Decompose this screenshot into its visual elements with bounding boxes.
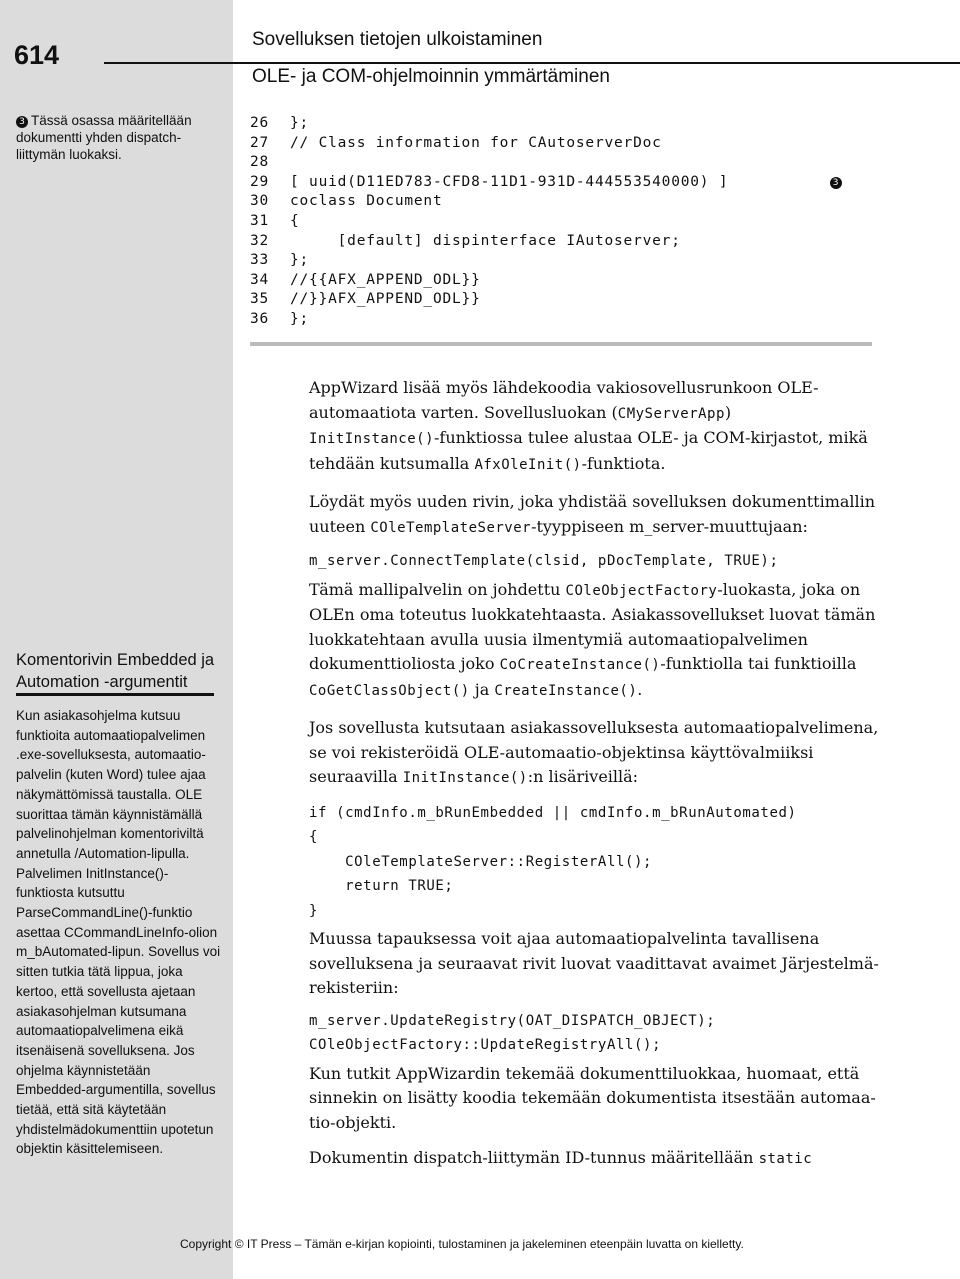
line-number: 36 — [250, 310, 270, 327]
code-text: [ uuid(D11ED783-CFD8-11D1-931D-444553540000) ] — [290, 173, 729, 190]
callout-marker-icon: 3 — [16, 116, 28, 128]
sidebox-title: Komentorivin Embedded ja Automation -argumentit — [16, 651, 215, 691]
sidebox-divider — [16, 693, 214, 696]
code-line — [250, 174, 870, 194]
code-text: COleObjectFactory::UpdateRegistryAll(); — [309, 1037, 662, 1053]
text: Dokumentin dispatch-liittymän ID-tunnus määritellään — [309, 1148, 759, 1167]
inline-code: AfxOleInit() — [474, 456, 582, 473]
text: ) — [724, 402, 732, 422]
code-line — [250, 272, 870, 292]
text: -funktiota. — [581, 453, 666, 473]
code-text: m_server.UpdateRegistry(OAT_DISPATCH_OBJECT); — [309, 1012, 716, 1029]
inline-code: COleTemplateServer — [370, 519, 532, 536]
line-number: 31 — [250, 212, 270, 229]
text: Löydät myös uuden rivin, joka yhdistää sovelluksen dokumenttimallin uuteen — [309, 492, 876, 536]
inline-code: CMyServerApp — [617, 405, 725, 422]
header-rule — [104, 62, 960, 64]
text: -luokasta, joka on OLEn oma toteutus luokkatehtaasta. Asiakassovellukset luovat tämän luokkatehtaan avulla uusia ilmentymiä automaatiopalvelimen dokumenttioliosta joko — [309, 579, 876, 673]
line-number: 29 — [250, 173, 270, 190]
copyright-footer: Copyright © IT Press – Tämän e-kirjan kopiointi, tulostaminen ja jakeleminen eteenpäin luvatta on kielletty. — [180, 1237, 744, 1251]
code-text: { — [309, 829, 319, 845]
code-text: { — [290, 212, 300, 229]
line-number: 26 — [250, 115, 270, 131]
code-snippet: m_server.ConnectTemplate(clsid, pDocTemplate, TRUE); — [309, 553, 779, 569]
text: Tämä mallipalvelin on johdettu — [309, 579, 566, 599]
code-line — [250, 252, 870, 272]
code-text: //{{AFX_APPEND_ODL}} — [290, 271, 481, 288]
paragraph — [309, 716, 889, 791]
code-text: } — [309, 902, 319, 919]
chapter-title: Sovelluksen tietojen ulkoistaminen — [252, 29, 552, 51]
text: -tyyppiseen m_server-muuttujaan: — [531, 516, 808, 536]
code-line — [250, 311, 870, 331]
text: -funktiolla tai funktioilla — [660, 654, 857, 673]
code-line — [250, 291, 870, 311]
code-line — [250, 115, 870, 135]
margin-note-text: Tässä osassa määritellään dokumentti yhden dispatch-liittymän luokaksi. — [16, 113, 192, 162]
inline-code: COleObjectFactory — [565, 582, 718, 599]
code-line — [250, 154, 870, 174]
code-text: }; — [290, 310, 310, 327]
paragraph — [309, 376, 889, 477]
code-text: COleTemplateServer::RegisterAll(); — [309, 853, 653, 870]
code-line — [250, 213, 870, 233]
paragraph: Kun tutkit AppWizardin tekemää dokumenttiluokkaa, huomaat, että sinnekin on lisätty koodia tekemään dokumentista itsestään automaa-tio-objekti. — [309, 1063, 876, 1132]
line-number: 30 — [250, 193, 270, 210]
code-line — [250, 233, 870, 253]
main-content — [309, 376, 889, 1172]
inline-code: CoCreateInstance() — [499, 657, 661, 673]
line-number: 27 — [250, 134, 270, 151]
inline-code: CoGetClassObject() — [309, 682, 470, 699]
paragraph: Muussa tapauksessa voit ajaa automaatiopalvelinta tavallisena sovelluksena ja seuraavat rivit luovat vaadittavat avaimet Järjestelmä-rekisteriin: — [309, 929, 879, 997]
paragraph — [309, 1146, 889, 1172]
inline-code: InitInstance() — [402, 770, 528, 786]
code-text: // Class information for CAutoserverDoc — [290, 134, 662, 151]
inline-code: CreateInstance() — [494, 682, 638, 699]
line-number: 35 — [250, 291, 270, 308]
paragraph — [309, 578, 889, 704]
code-text: }; — [290, 252, 310, 269]
code-divider — [250, 342, 872, 346]
code-snippet — [309, 1009, 889, 1058]
code-snippet — [309, 801, 889, 924]
page-number: 614 — [14, 40, 60, 70]
code-text: [default] dispinterface IAutoserver; — [290, 232, 681, 249]
inline-code: static — [758, 1151, 813, 1167]
line-number: 34 — [250, 271, 270, 288]
code-line — [250, 193, 870, 213]
sidebox-body: Kun asiakasohjelma kutsuu funktioita automaatiopalvelimen .exe-sovelluksesta, automaatio-palvelin (kuten Word) tulee ajaa näkymättömissä taustalla. OLE suorittaa tämän käynnistämällä palvelinohjelman komentoriviltä annetulla /Automation-lipulla. Palvelimen InitInstance()-funktiosta kutsuttu ParseCommandLine()-funktio asettaa CCommandLineInfo-olion m_bAutomated-lipun. Sovellus voi sitten tutkia tätä lippua, joka kertoo, että sovellusta ajetaan asiakasohjelman kutsumana automaatiopalvelimena eikä itsenäisenä sovelluksena. Jos ohjelma käynnistetään Embedded-argumentilla, sovellus tietää, että sitä käytetään yhdistelmädokumenttiin upotetun objektin käsittelemiseen. — [16, 708, 221, 1157]
line-number: 28 — [250, 154, 270, 171]
text: AppWizard lisää myös lähdekoodia vakiosovellusrunkoon OLE-automaatiota varten. Sovellusluokan ( — [309, 378, 819, 422]
line-number: 33 — [250, 252, 270, 269]
callout-marker-icon: 3 — [830, 177, 842, 189]
line-number: 32 — [250, 232, 270, 249]
inline-code: InitInstance() — [309, 431, 435, 447]
text: . — [637, 679, 643, 699]
code-text: if (cmdInfo.m_bRunEmbedded || cmdInfo.m_bRunAutomated) — [309, 804, 797, 821]
text: -funktiossa tulee alustaa OLE- ja COM-kirjastot, mikä tehdään kutsumalla — [309, 428, 868, 473]
text: ja — [469, 679, 495, 699]
code-listing — [250, 115, 870, 331]
margin-note — [16, 112, 216, 163]
code-line — [250, 135, 870, 155]
code-text: //}}AFX_APPEND_ODL}} — [290, 291, 481, 308]
code-text: }; — [290, 115, 310, 131]
code-text: coclass Document — [290, 193, 443, 210]
section-title: OLE- ja COM-ohjelmoinnin ymmärtäminen — [252, 66, 610, 87]
text: Jos sovellusta kutsutaan asiakassovelluksesta automaatiopalvelimena, se voi rekisteröidä OLE-automaatio-objektinsa käyttövalmiiksi seuraavilla — [309, 718, 879, 786]
code-text: return TRUE; — [309, 878, 454, 894]
paragraph — [309, 490, 889, 540]
text: :n lisäriveillä: — [527, 767, 639, 786]
